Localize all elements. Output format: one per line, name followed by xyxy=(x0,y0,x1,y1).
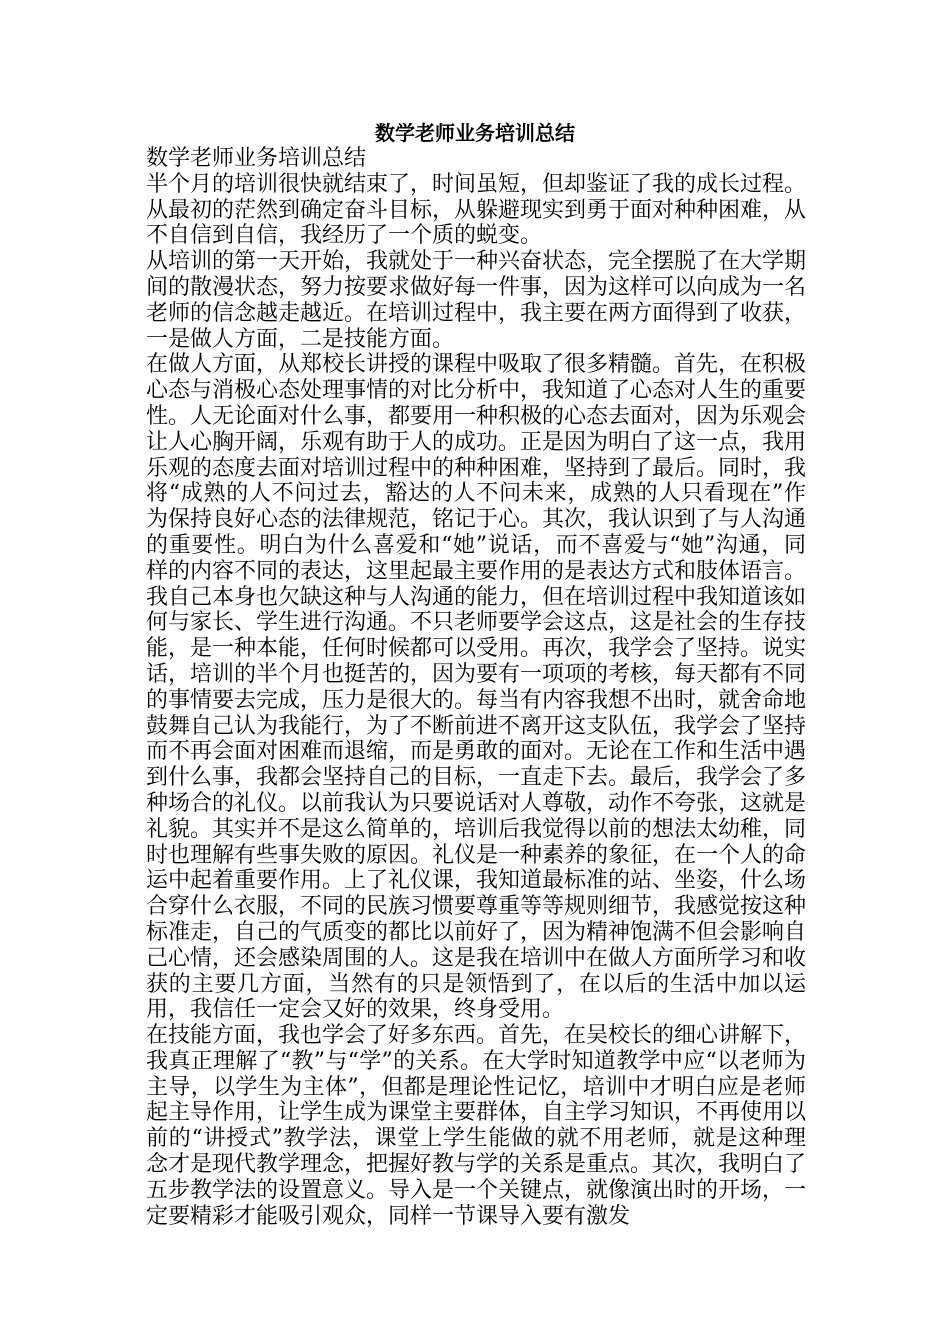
paragraph-first-day: 从培训的第一天开始，我就处于一种兴奋状态，完全摆脱了在大学期间的散漫状态，努力按要求做好每一件事，因为这样可以向成为一名老师的信念越走越近。在培训过程中，我主要在两方面得到了收获，一是做人方面，二是技能方面。 xyxy=(146,249,807,352)
document-body xyxy=(146,146,806,1229)
paragraph-character: 在做人方面，从郑校长讲授的课程中吸取了很多精髓。首先，在积极心态与消极心态处理事情的对比分析中，我知道了心态对人生的重要性。人无论面对什么事，都要用一种积极的心态去面对，因为乐观会让人心胸开阔，乐观有助于人的成功。正是因为明白了这一点，我用乐观的态度去面对培训过程中的种种困难，坚持到了最后。同时，我将“成熟的人不问过去，豁达的人不问未来，成熟的人只看现在”作为保持良好心态的法律规范，铭记于心。其次，我认识到了与人沟通的重要性。明白为什么喜爱和“她”说话，而不喜爱与“她”沟通，同样的内容不同的表达，这里起最主要作用的是表达方式和肢体语言。我自己本身也欠缺这种与人沟通的能力，但在培训过程中我知道该如何与家长、学生进行沟通。不只老师要学会这点，这是社会的生存技能，是一种本能，任何时候都可以受用。再次，我学会了坚持。说实话，培训的半个月也挺苦的，因为要有一项项的考核，每天都有不同的事情要去完成，压力是很大的。每当有内容我想不出时，就舍命地鼓舞自己认为我能行，为了不断前进不离开这支队伍，我学会了坚持而不再会面对困难而退缩，而是勇敢的面对。无论在工作和生活中遇到什么事，我都会坚持自己的目标，一直走下去。最后，我学会了多种场合的礼仪。以前我认为只要说话对人尊敬，动作不夸张，这就是礼貌。其实并不是这么简单的，培训后我觉得以前的想法太幼稚，同时也理解有些事失败的原因。礼仪是一种素养的象征，在一个人的命运中起着重要作用。上了礼仪课，我知道最标准的站、坐姿，什么场合穿什么衣服，不同的民族习惯要尊重等等规则细节，我感觉按这种标准走，自己的气质变的都比以前好了，因为精神饱满不但会影响自己心情，还会感染周围的人。这是我在培训中在做人方面所学习和收获的主要几方面，当然有的只是领悟到了，在以后的生活中加以运用，我信任一定会又好的效果，终身受用。 xyxy=(146,352,807,1023)
document-title: 数学老师业务培训总结 xyxy=(375,121,575,145)
paragraph-subtitle: 数学老师业务培训总结 xyxy=(146,146,367,171)
paragraph-intro: 半个月的培训很快就结束了，时间虽短，但却鉴证了我的成长过程。从最初的茫然到确定奋斗目标，从躲避现实到勇于面对种种困难，从不自信到自信，我经历了一个质的蜕变。 xyxy=(146,171,807,249)
paragraph-skills: 在技能方面，我也学会了好多东西。首先，在吴校长的细心讲解下，我真正理解了“教”与“学”的关系。在大学时知道教学中应“以老师为主导，以学生为主体”，但都是理论性记忆，培训中才明白应是老师起主导作用，让学生成为课堂主要群体，自主学习知识，不再使用以前的“讲授式”教学法，课堂上学生能做的就不用老师，就是这种理念才是现代教学理念，把握好教与学的关系是重点。其次，我明白了五步教学法的设置意义。导入是一个关键点，就像演出时的开场，一定要精彩才能吸引观众，同样一节课导入要有激发 xyxy=(146,1023,807,1229)
